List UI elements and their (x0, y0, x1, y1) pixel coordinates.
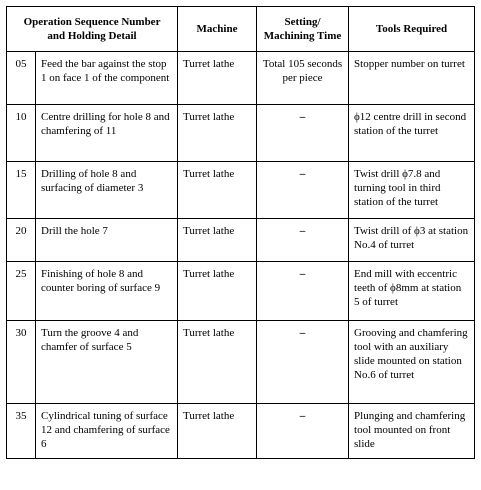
operation-detail: Centre drilling for hole 8 and chamfering of 11 (36, 105, 178, 162)
operation-sequence-table (6, 6, 475, 459)
header-time-line1: Setting/ (284, 16, 321, 28)
tools-cell: Stopper number on turret (349, 52, 475, 105)
tools-cell: Twist drill of ϕ3 at station No.4 of turret (349, 219, 475, 262)
sequence-number: 10 (7, 105, 36, 162)
machine-cell: Turret lathe (178, 219, 257, 262)
header-operation-line1: Operation Sequence Number (23, 16, 161, 28)
operation-detail: Cylindrical tuning of surface 12 and chamfering of surface 6 (36, 404, 178, 459)
time-cell: – (257, 105, 349, 162)
machine-cell: Turret lathe (178, 105, 257, 162)
header-time (257, 7, 349, 52)
header-tools: Tools Required (349, 7, 475, 52)
table-row (7, 219, 475, 262)
tools-cell: Plunging and chamfering tool mounted on front slide (349, 404, 475, 459)
operation-detail: Feed the bar against the stop 1 on face 1 of the component (36, 52, 178, 105)
operation-detail: Finishing of hole 8 and counter boring of surface 9 (36, 262, 178, 321)
table-row (7, 52, 475, 105)
header-operation-line2: and Holding Detail (47, 30, 137, 42)
tools-cell: Grooving and chamfering tool with an auxiliary slide mounted on station No.6 of turret (349, 321, 475, 404)
time-cell: – (257, 162, 349, 219)
header-time-line2: Machining Time (263, 30, 342, 42)
tools-cell: ϕ12 centre drill in second station of the turret (349, 105, 475, 162)
table-row (7, 321, 475, 404)
tools-cell: Twist drill ϕ7.8 and turning tool in third station of the turret (349, 162, 475, 219)
table-row (7, 105, 475, 162)
machine-cell: Turret lathe (178, 321, 257, 404)
sequence-number: 20 (7, 219, 36, 262)
operation-detail: Drill the hole 7 (36, 219, 178, 262)
table-row (7, 404, 475, 459)
time-cell: – (257, 321, 349, 404)
machine-cell: Turret lathe (178, 52, 257, 105)
sequence-number: 05 (7, 52, 36, 105)
sequence-number: 35 (7, 404, 36, 459)
time-cell: – (257, 262, 349, 321)
sequence-number: 15 (7, 162, 36, 219)
table-row (7, 262, 475, 321)
time-cell: Total 105 seconds per piece (257, 52, 349, 105)
machine-cell: Turret lathe (178, 404, 257, 459)
sequence-number: 25 (7, 262, 36, 321)
sequence-number: 30 (7, 321, 36, 404)
time-cell: – (257, 219, 349, 262)
machine-cell: Turret lathe (178, 262, 257, 321)
header-operation (7, 7, 178, 52)
operation-detail: Drilling of hole 8 and surfacing of diameter 3 (36, 162, 178, 219)
time-cell: – (257, 404, 349, 459)
header-row (7, 7, 475, 52)
machine-cell: Turret lathe (178, 162, 257, 219)
tools-cell: End mill with eccentric teeth of ϕ8mm at station 5 of turret (349, 262, 475, 321)
table-row (7, 162, 475, 219)
operation-detail: Turn the groove 4 and chamfer of surface 5 (36, 321, 178, 404)
header-machine: Machine (178, 7, 257, 52)
